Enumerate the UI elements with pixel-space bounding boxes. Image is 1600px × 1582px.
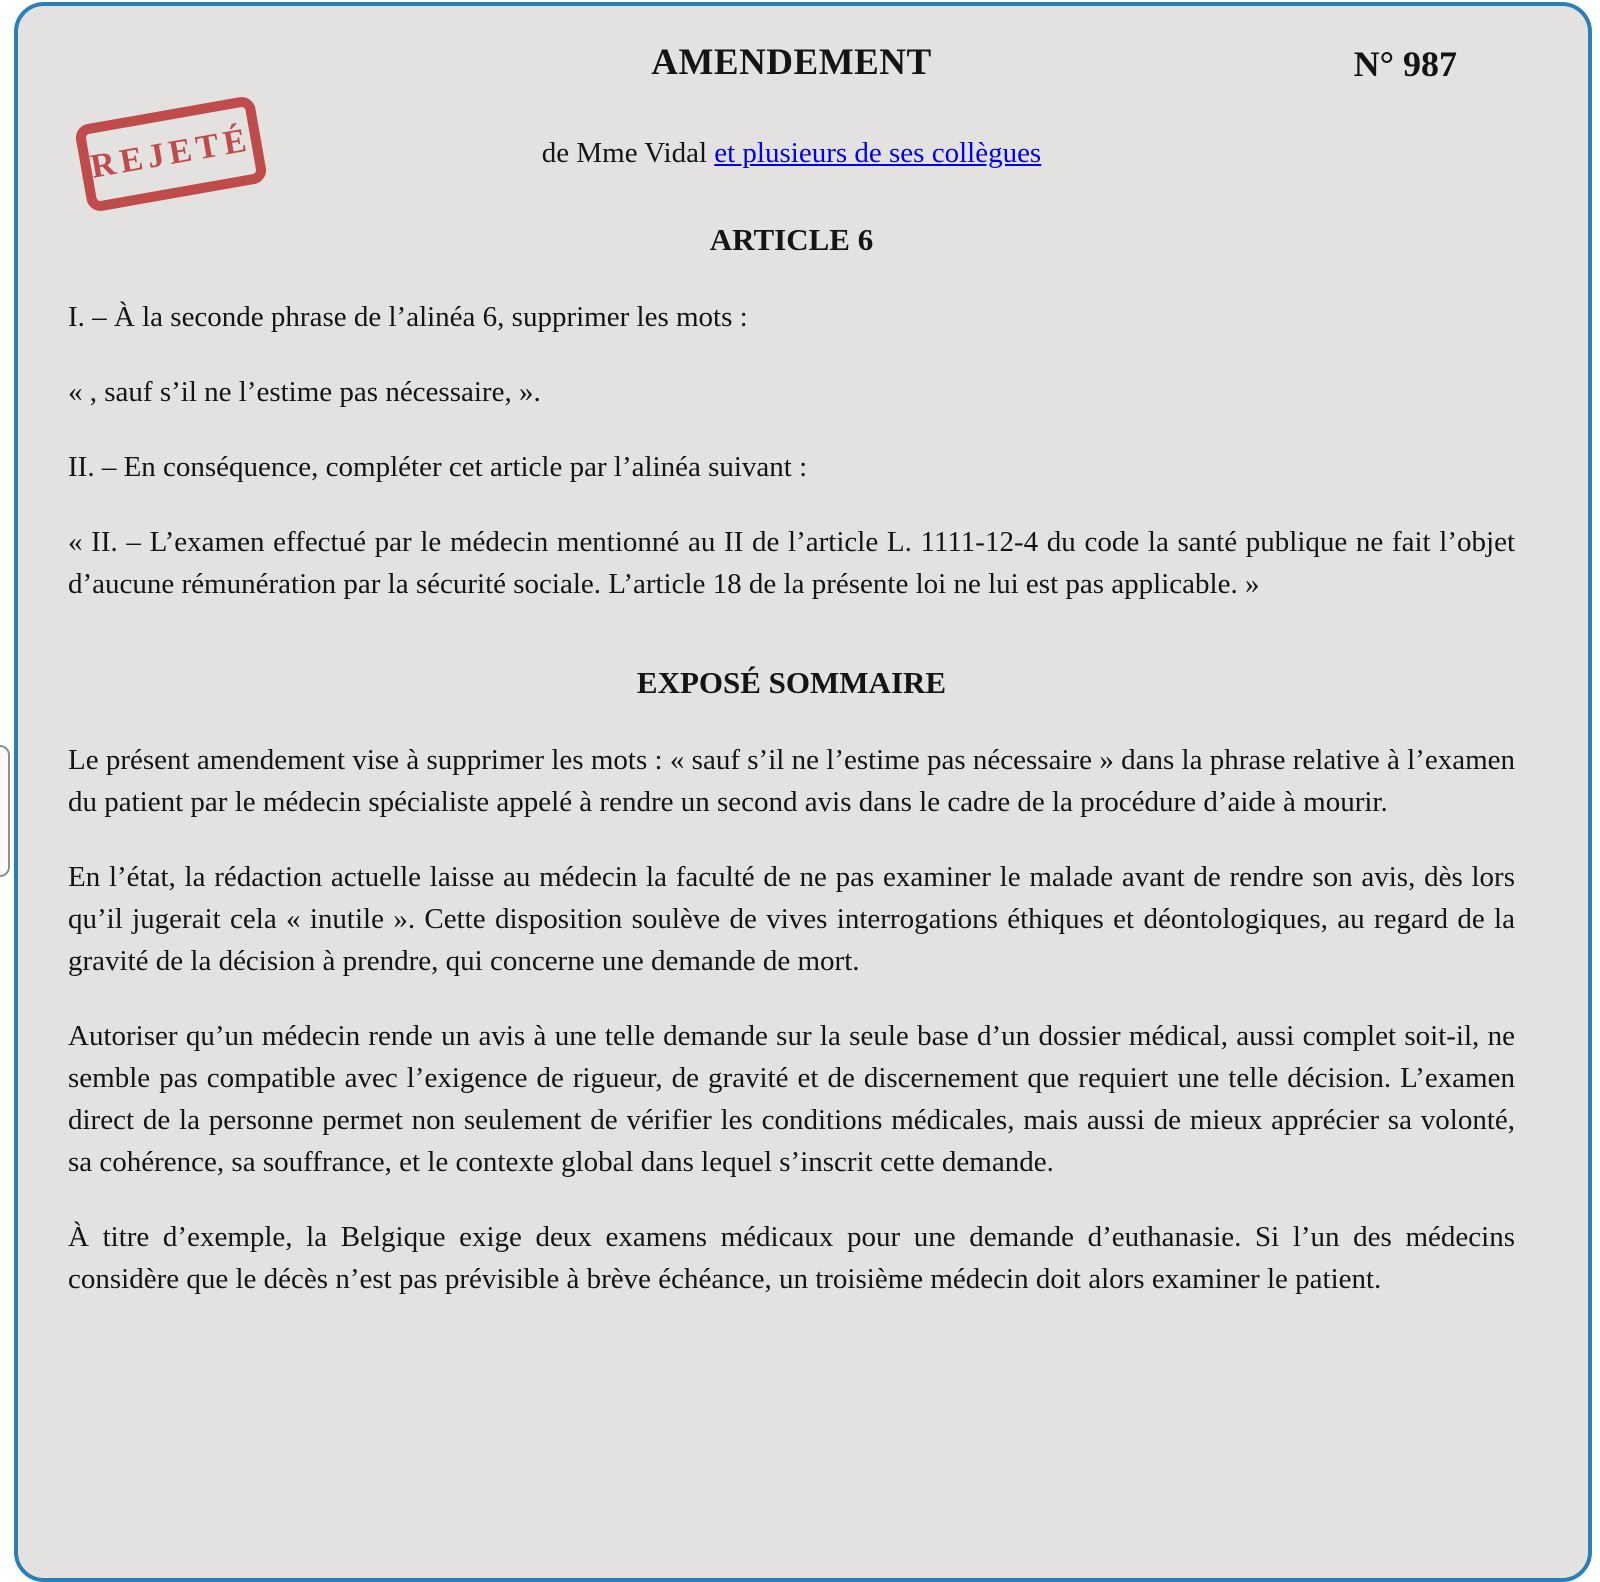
- byline: [68, 132, 1515, 174]
- rejected-stamp-label: REJETÉ: [87, 121, 255, 186]
- article-paragraph: I. – À la seconde phrase de l’alinéa 6, supprimer les mots :: [68, 300, 748, 333]
- expose-heading: EXPOSÉ SOMMAIRE: [636, 664, 947, 700]
- expose-paragraph: Le présent amendement vise à supprimer les mots : « sauf s’il ne l’estime pas nécessaire » dans la phrase relative à l’examen du patient par le médecin spécialiste appelé à rendre un second avis dans le cadre de la procédure d’aide à mourir.: [68, 743, 1515, 818]
- amendment-document: [18, 6, 1588, 1373]
- document-header: [68, 36, 1515, 90]
- amendment-document-frame: [14, 2, 1592, 1582]
- cosigners-link[interactable]: et plusieurs de ses collègues: [714, 136, 1042, 169]
- expose-paragraph: Autoriser qu’un médecin rende un avis à une telle demande sur la seule base d’un dossier médical, aussi complet soit-il, ne semble pas compatible avec l’exigence de rigueur, de gravité et de discernement que requiert une telle décision. L’examen direct de la personne permet non seulement de vérifier les conditions médicales, mais aussi de mieux apprécier sa volonté, sa cohérence, sa souffrance, et le contexte global dans lequel s’inscrit cette demande.: [68, 1020, 1515, 1179]
- article-paragraph: « II. – L’examen effectué par le médecin mentionné au II de l’article L. 1111-12-4 du code la santé publique ne fait l’objet d’aucune rémunération par la sécurité sociale. L’article 18 de la présente loi ne lui est pas applicable. »: [68, 525, 1515, 600]
- document-title: AMENDEMENT: [651, 42, 932, 83]
- side-panel-handle[interactable]: [0, 745, 10, 877]
- article-paragraph: « , sauf s’il ne l’estime pas nécessaire, ».: [68, 375, 541, 408]
- expose-paragraph: En l’état, la rédaction actuelle laisse au médecin la faculté de ne pas examiner le malade avant de rendre son avis, dès lors qu’il jugerait cela « inutile ». Cette disposition soulève de vives interrogations éthiques et déontologiques, au regard de la gravité de la décision à prendre, qui concerne une demande de mort.: [68, 860, 1515, 977]
- article-heading: ARTICLE 6: [709, 221, 874, 257]
- amendment-number: N° 987: [1353, 44, 1457, 84]
- byline-author: de Mme Vidal: [541, 136, 715, 169]
- expose-paragraph: À titre d’exemple, la Belgique exige deux examens médicaux pour une demande d’euthanasie. Si l’un des médecins considère que le décès n’est pas prévisible à brève échéance, un troisième médecin doit alors examiner le patient.: [68, 1221, 1515, 1296]
- article-paragraph: II. – En conséquence, compléter cet article par l’alinéa suivant :: [68, 450, 808, 483]
